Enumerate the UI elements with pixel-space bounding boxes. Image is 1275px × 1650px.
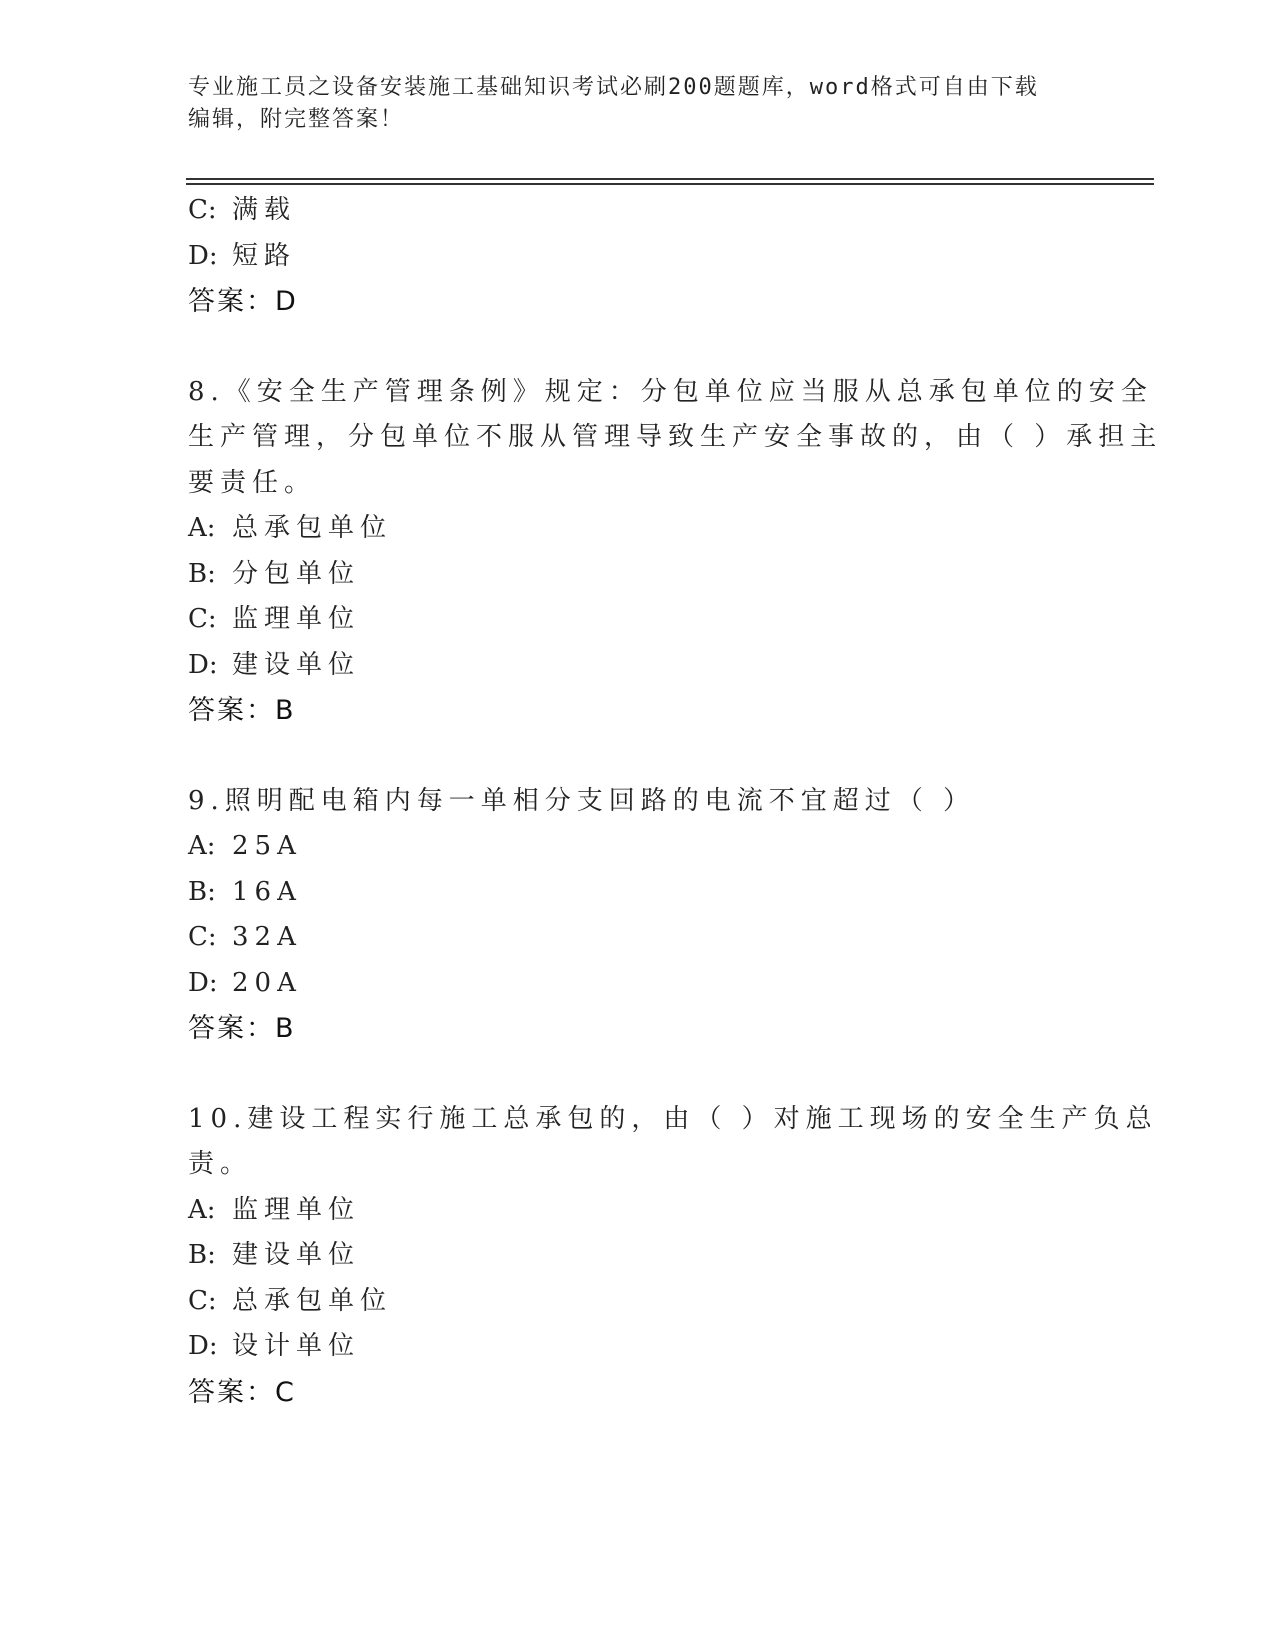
question-text-line: 责。 (188, 1149, 253, 1179)
option-text: 监理单位 (232, 1194, 361, 1225)
option-b (188, 870, 1088, 916)
header-title-line-1: 专业施工员之设备安装施工基础知识考试必刷200题题库，word格式可自由下载 (188, 75, 1039, 100)
spacer (188, 325, 1088, 370)
question-text-line: 要责任。 (188, 467, 317, 498)
document-header (188, 72, 1068, 136)
option-text: 建设单位 (232, 649, 361, 680)
question-7-continuation (188, 188, 1088, 325)
option-key: D: (188, 1331, 218, 1361)
option-key: D: (188, 649, 218, 680)
option-key: C: (188, 195, 217, 225)
option-key: B: (188, 1240, 216, 1270)
question-9 (188, 779, 1088, 1052)
option-c (188, 1279, 1088, 1325)
option-text: 32A (232, 922, 302, 952)
question-text-line: 9.照明配电箱内每一单相分支回路的电流不宜超过（ ） (188, 785, 976, 816)
option-a (188, 1188, 1088, 1234)
spacer (188, 1052, 1088, 1097)
option-b (188, 552, 1088, 598)
option-key: D: (188, 967, 218, 998)
answer-line: 答案：D (188, 286, 298, 317)
option-text: 满载 (232, 195, 297, 225)
question-8 (188, 370, 1163, 734)
option-key: A: (188, 513, 216, 543)
option-key: B: (188, 876, 216, 907)
option-key: B: (188, 558, 216, 589)
option-c (188, 597, 1088, 643)
option-text: 短路 (232, 240, 297, 271)
option-key: A: (188, 1194, 216, 1225)
option-text: 分包单位 (232, 558, 361, 589)
option-key: C: (188, 604, 217, 634)
question-10 (188, 1097, 1158, 1416)
option-key: A: (188, 831, 216, 861)
option-key: C: (188, 1285, 217, 1316)
option-text: 总承包单位 (232, 513, 393, 543)
option-c (188, 915, 1088, 961)
option-text: 总承包单位 (232, 1285, 393, 1316)
option-text: 16A (232, 876, 302, 907)
option-text: 监理单位 (232, 604, 361, 634)
option-key: C: (188, 922, 217, 952)
answer-line: 答案：B (188, 695, 296, 726)
answer-line: 答案：B (188, 1013, 296, 1044)
option-text: 25A (232, 831, 302, 861)
option-d (188, 1324, 1088, 1370)
option-d (188, 961, 1088, 1007)
option-a (188, 824, 1088, 870)
option-text: 建设单位 (232, 1240, 361, 1270)
option-text: 20A (232, 967, 302, 998)
header-rule-bottom (186, 183, 1154, 185)
spacer (188, 734, 1088, 779)
option-key: D: (188, 240, 218, 271)
option-a (188, 506, 1088, 552)
option-d (188, 234, 1088, 280)
question-text-line: 8.《安全生产管理条例》规定：分包单位应当服从总承包单位的安全 (188, 376, 1153, 407)
option-b (188, 1233, 1088, 1279)
option-c (188, 188, 1088, 234)
answer-line: 答案：C (188, 1376, 296, 1408)
option-text: 设计单位 (232, 1331, 361, 1361)
question-text-line: 10.建设工程实行施工总承包的，由（ ）对施工现场的安全生产负总 (188, 1103, 1158, 1134)
question-text-line: 生产管理，分包单位不服从管理导致生产安全事故的，由（ ）承担主 (188, 422, 1163, 452)
option-d (188, 643, 1088, 689)
header-title-line-2: 编辑，附完整答案！ (188, 107, 405, 132)
header-rule-top (186, 178, 1154, 180)
question-content (188, 188, 1163, 1415)
